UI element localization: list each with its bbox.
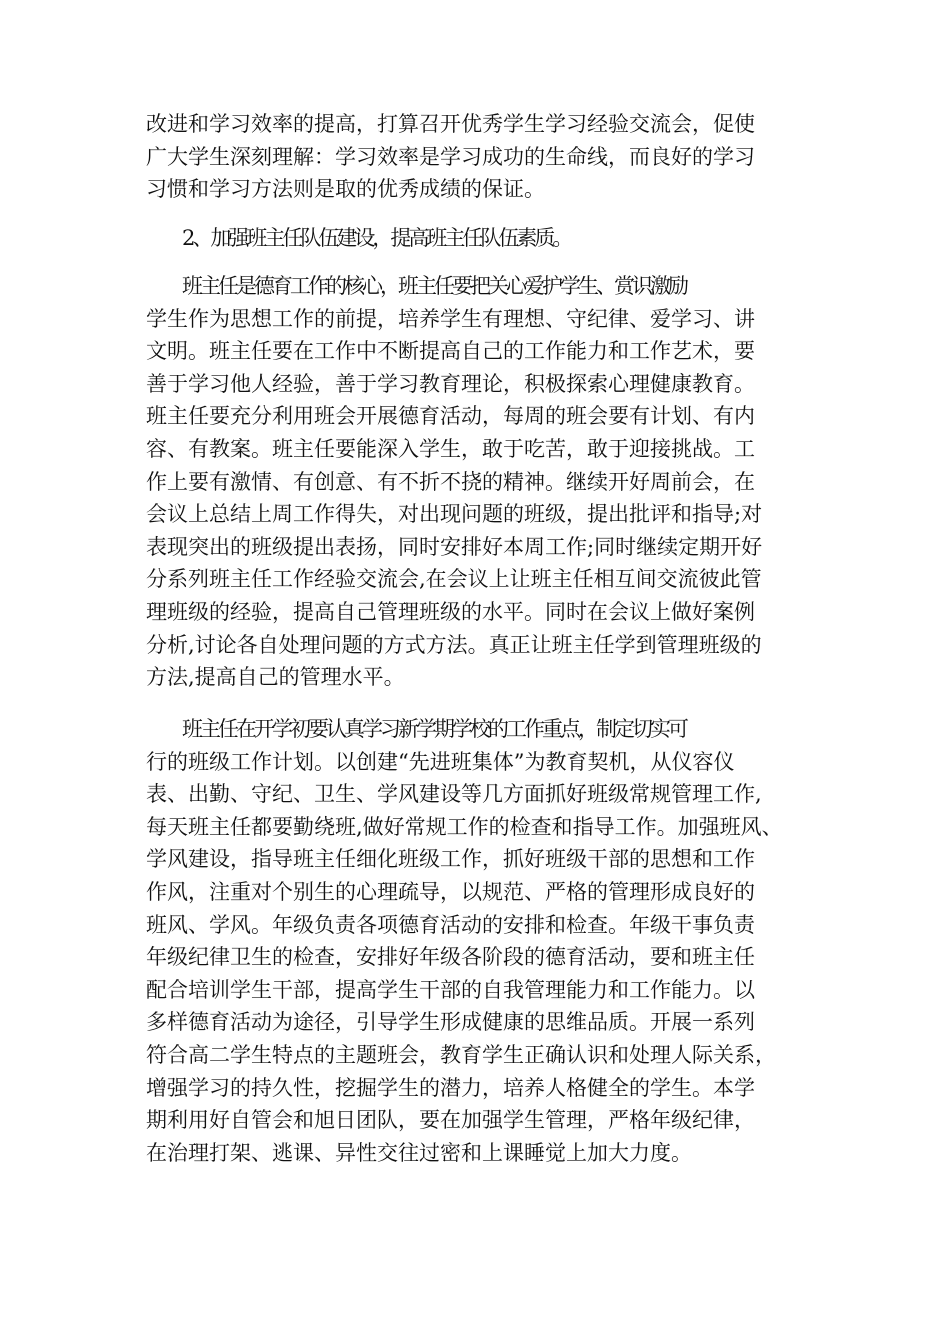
- text-line: 学生作为思想工作的前提，培养学生有理想、守纪律、爱学习、讲: [146, 306, 755, 331]
- text-line: 善于学习他人经验，善于学习教育理论，积极探索心理健康教育。: [146, 371, 755, 396]
- text-line: 方法,提高自己的管理水平。: [146, 665, 405, 690]
- text-line: 容、有教案。班主任要能深入学生，敢于吃苦，敢于迎接挑战。工: [146, 436, 755, 461]
- paragraph-study-efficiency: [146, 108, 836, 206]
- text-line: 文明。班主任要在工作中不断提高自己的工作能力和工作艺术，要: [146, 339, 755, 364]
- text-line: 在治理打架、逃课、异性交往过密和上课睡觉上加大力度。: [146, 1140, 692, 1165]
- text-line: 班主任是德育工作的核心，班主任要把关心爱护学生、赏识激励: [182, 274, 686, 298]
- paragraph-class-work-plan: [146, 713, 836, 1169]
- text-line: 多样德育活动为途径，引导学生形成健康的思维品质。开展一系列: [146, 1010, 755, 1035]
- text-line: 作风，注重对个别生的心理疏导，以规范、严格的管理形成良好的: [146, 879, 755, 904]
- text-line: 学风建设，指导班主任细化班级工作，抓好班级干部的思想和工作: [146, 847, 755, 872]
- text-line: 会议上总结上周工作得失，对出现问题的班级，提出批评和指导;对: [146, 502, 763, 527]
- text-line: 配合培训学生干部，提高学生干部的自我管理能力和工作能力。以: [146, 977, 755, 1002]
- text-line: 2、加强班主任队伍建设，提高班主任队伍素质。: [182, 226, 571, 250]
- text-line: 符合高二学生特点的主题班会，教育学生正确认识和处理人际关系，: [146, 1042, 776, 1067]
- text-line: 年级纪律卫生的检查，安排好年级各阶段的德育活动，要和班主任: [146, 945, 755, 970]
- text-line: 改进和学习效率的提高，打算召开优秀学生学习经验交流会，促使: [146, 112, 755, 136]
- text-line: 增强学习的持久性，挖掘学生的潜力，培养人格健全的学生。本学: [146, 1075, 755, 1100]
- text-line: 作上要有激情、有创意、有不折不挠的精神。继续开好周前会，在: [146, 469, 755, 494]
- text-line: 理班级的经验，提高自己管理班级的水平。同时在会议上做好案例: [146, 599, 755, 624]
- text-line: 行的班级工作计划。以创建“先进班集体”为教育契机，从仪容仪: [146, 749, 735, 774]
- text-line: 班风、学风。年级负责各项德育活动的安排和检查。年级干事负责: [146, 912, 755, 937]
- text-line: 分析,讨论各自处理问题的方式方法。真正让班主任学到管理班级的: [146, 632, 762, 657]
- text-line: 班主任要充分利用班会开展德育活动，每周的班会要有计划、有内: [146, 404, 755, 429]
- text-line: 表现突出的班级提出表扬，同时安排好本周工作;同时继续定期开好: [146, 534, 763, 559]
- text-line: 表、出勤、守纪、卫生、学风建设等几方面抓好班级常规管理工作,: [146, 782, 762, 807]
- text-line: 习惯和学习方法则是取的优秀成绩的保证。: [146, 177, 545, 202]
- text-line: 广大学生深刻理解：学习效率是学习成功的生命线，而良好的学习: [146, 144, 755, 169]
- text-line: 班主任在开学初要认真学习新学期学校的工作重点，制定切实可: [182, 717, 686, 741]
- section-heading-head-teacher-team: [146, 222, 836, 255]
- text-line: 分系列班主任工作经验交流会,在会议上让班主任相互间交流彼此管: [146, 567, 762, 592]
- text-line: 期利用好自管会和旭日团队，要在加强学生管理，严格年级纪律，: [146, 1108, 755, 1133]
- paragraph-head-teacher-role: [146, 270, 836, 694]
- text-line: 每天班主任都要勤绕班,做好常规工作的检查和指导工作。加强班风、: [146, 814, 783, 839]
